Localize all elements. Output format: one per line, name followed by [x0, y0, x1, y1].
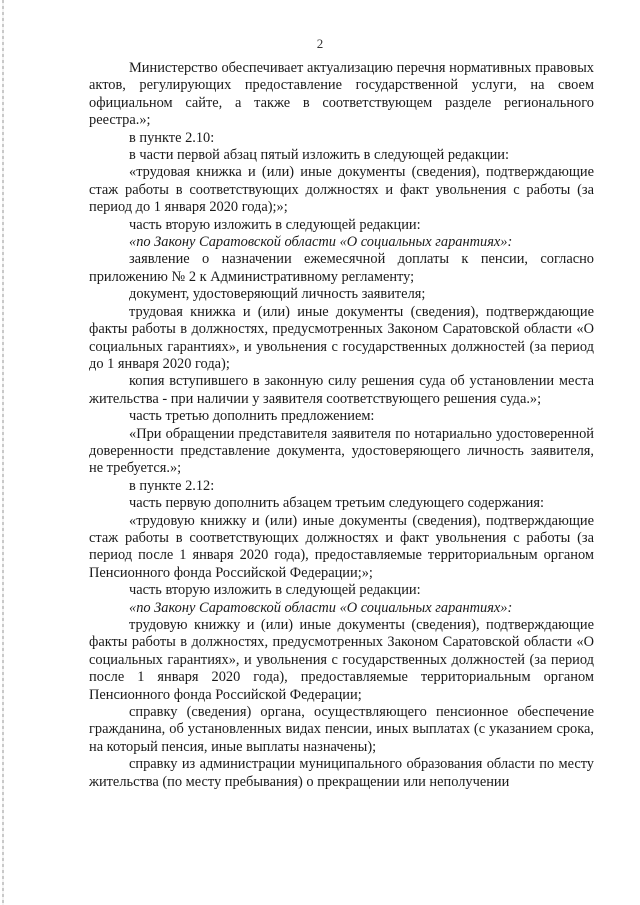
paragraph: «трудовая книжка и (или) иные документы (сведения), подтверждающие стаж работы в соответствующих должностях и факт увольнения с работы (за период до 1 января 2020 года);»;: [89, 164, 594, 216]
paragraph: часть вторую изложить в следующей редакции:: [129, 582, 421, 599]
paragraph: копия вступившего в законную силу решения суда об установлении места жительства - при наличии у заявителя соответствующего решения суда.»;: [89, 373, 594, 407]
scan-edge: [2, 0, 4, 905]
paragraph: «При обращении представителя заявителя по нотариально удостоверенной доверенности представление документа, удостоверяющего личность заявителя, не требуется.»;: [89, 425, 594, 477]
paragraph: трудовую книжку и (или) иные документы (сведения), подтверждающие факты работы в должностях, предусмотренных Законом Саратовской области «О социальных гарантиях», и увольнения с государственных должностей (за период после 1 января 2020 года), предоставляемые территориальным органом Пенсионного фонда Российской Федерации;: [89, 617, 594, 703]
paragraph: в пункте 2.10:: [129, 129, 215, 146]
paragraph: часть первую дополнить абзацем третьим следующего содержания:: [129, 495, 544, 512]
paragraph: часть третью дополнить предложением:: [129, 408, 375, 425]
italic-heading: «по Закону Саратовской области «О социальных гарантиях»:: [129, 599, 513, 616]
paragraph: в пункте 2.12:: [129, 477, 215, 494]
paragraph: трудовая книжка и (или) иные документы (сведения), подтверждающие факты работы в должностях, предусмотренных Законом Саратовской области «О социальных гарантиях», и увольнения с государственных должностей (за период до 1 января 2020 года);: [89, 303, 594, 372]
paragraph: документ, удостоверяющий личность заявителя;: [129, 286, 426, 303]
paragraph: «трудовую книжку и (или) иные документы (сведения), подтверждающие стаж работы в соответствующих должностях и факт увольнения с работы (за период после 1 января 2020 года), предоставляемые территориальным органом Пенсионного фонда Российской Федерации;»;: [89, 512, 594, 581]
paragraph: часть вторую изложить в следующей редакции:: [129, 216, 421, 233]
paragraph: в части первой абзац пятый изложить в следующей редакции:: [129, 147, 510, 164]
page-number: 2: [316, 36, 324, 51]
paragraph: Министерство обеспечивает актуализацию перечня нормативных правовых актов, регулирующих предоставление государственной услуги, на своем официальном сайте, а также в соответствующем разделе регионального реестра.»;: [89, 60, 594, 129]
paragraph: заявление о назначении ежемесячной доплаты к пенсии, согласно приложению № 2 к Административному регламенту;: [89, 251, 594, 285]
paragraph: справку из администрации муниципального образования области по месту жительства (по месту пребывания) о прекращении или неполучении: [89, 756, 594, 790]
italic-heading: «по Закону Саратовской области «О социальных гарантиях»:: [129, 234, 513, 251]
document-body: [89, 60, 594, 791]
paragraph: справку (сведения) органа, осуществляющего пенсионное обеспечение гражданина, об установленных видах пенсии, иных выплатах (с указанием срока, на который пенсия, иные выплаты назначены);: [89, 704, 594, 755]
